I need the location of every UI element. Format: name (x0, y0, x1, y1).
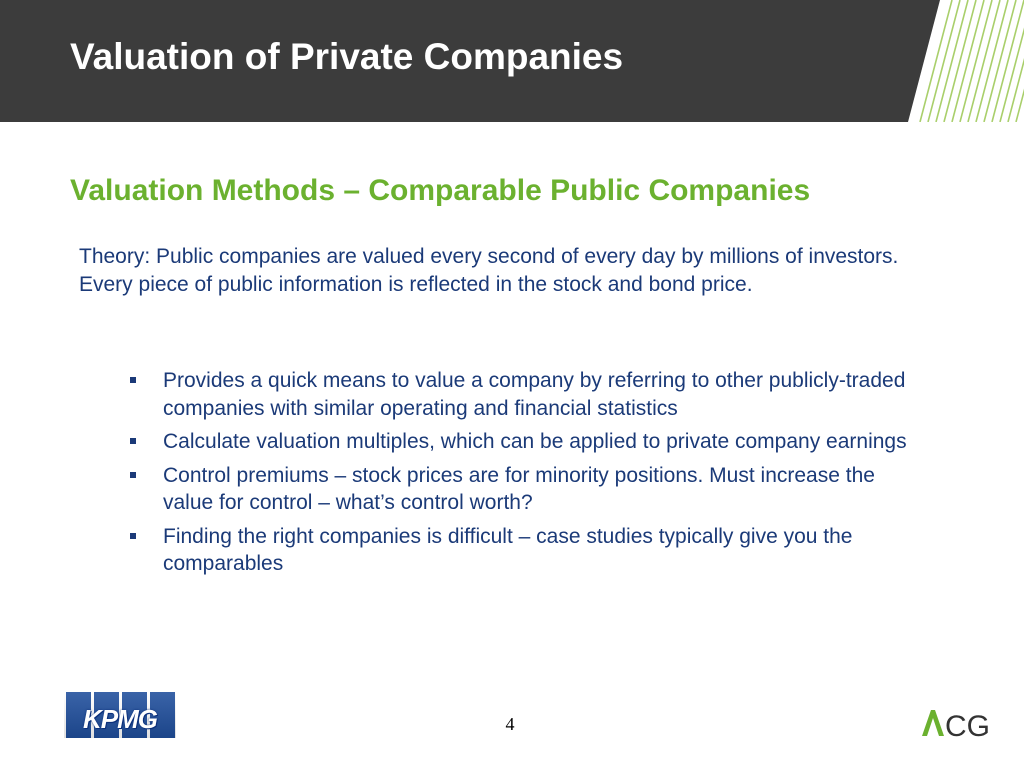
bullet-item (128, 367, 908, 422)
slide-subtitle: Valuation Methods – Comparable Public Companies (70, 174, 811, 207)
bullet-item (128, 428, 908, 456)
bullet-text: Finding the right companies is difficult – case studies typically give you the comparables (163, 524, 853, 575)
theory-paragraph: Theory: Public companies are valued every second of every day by millions of investors. Every piece of public information is reflected in the stock and bond price. (79, 245, 899, 296)
acg-logo-text: CG (945, 710, 990, 740)
diagonal-stripes-decoration (900, 0, 1024, 122)
bullet-item (128, 462, 908, 517)
bullet-text: Control premiums – stock prices are for minority positions. Must increase the value for control – what’s control worth? (163, 463, 875, 514)
slide-header (0, 0, 1024, 122)
slide-title: Valuation of Private Companies (70, 36, 624, 77)
kpmg-logo (64, 692, 176, 738)
square-bullet-icon (130, 533, 136, 539)
bullet-text: Calculate valuation multiples, which can be applied to private company earnings (163, 430, 907, 453)
square-bullet-icon (130, 472, 136, 478)
square-bullet-icon (130, 438, 136, 444)
kpmg-logo-text: KPMG (83, 704, 157, 734)
page-number: 4 (505, 714, 515, 734)
square-bullet-icon (130, 377, 136, 383)
acg-logo (920, 706, 996, 740)
bullet-item (128, 523, 908, 578)
bullet-text: Provides a quick means to value a company by referring to other publicly-traded companies with similar operating and financial statistics (163, 369, 906, 420)
bullet-list (128, 367, 908, 584)
